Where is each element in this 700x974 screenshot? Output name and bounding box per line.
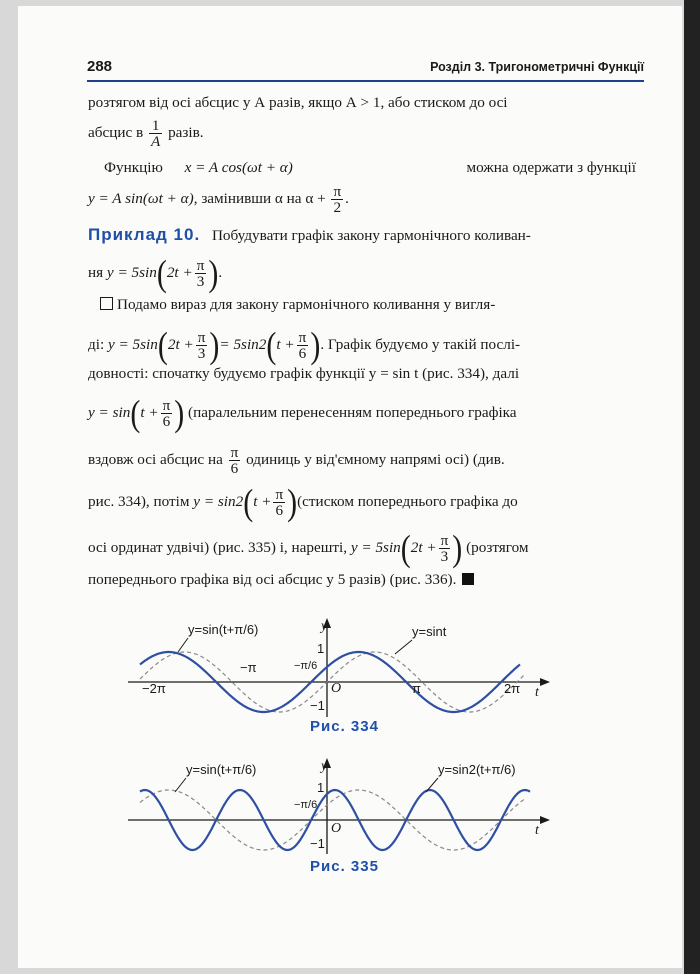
paren-open: (	[156, 252, 167, 294]
formula-part: y = sin2	[193, 492, 244, 510]
frac-den: A	[150, 133, 161, 150]
y-tick-neg1: −1	[310, 836, 325, 851]
frac-den: 3	[197, 345, 206, 362]
paren-open: (	[243, 481, 254, 523]
formula-part: y = 5sin	[350, 538, 401, 556]
leader-line	[175, 778, 186, 792]
formula-part: 2t +	[410, 538, 437, 556]
fraction-pi-over-6	[273, 487, 285, 518]
formula-part: y = 5sin	[107, 335, 158, 353]
paren-close: )	[310, 324, 321, 366]
formula-part: 2t +	[166, 263, 193, 281]
text-fragment: (паралельним перенесенням попереднього графіка	[188, 403, 517, 421]
text-fragment: ня	[88, 263, 104, 281]
label-sin-t-plus-pi-6: y=sin(t+π/6)	[188, 622, 259, 637]
example-label: Приклад 10.	[88, 225, 201, 244]
frac-num: π	[197, 329, 206, 346]
y-tick-neg1: −1	[310, 698, 325, 713]
fraction-pi-over-3	[196, 330, 208, 361]
example-heading-line	[88, 225, 531, 246]
text-fragment: (стиском попереднього графіка до	[297, 492, 518, 510]
t-axis-arrow-icon	[540, 678, 550, 686]
frac-den: 3	[440, 548, 449, 565]
chapter-title: Розділ 3. Тригонометричні Функції	[430, 60, 644, 74]
frac-den: 2	[333, 199, 342, 216]
formula-part: y = 5sin	[106, 263, 157, 281]
page-header	[87, 58, 644, 82]
paren-close: )	[209, 324, 220, 366]
fraction-pi-over-6	[229, 445, 241, 476]
tick-neg-pi-6: −π/6	[294, 660, 318, 672]
frac-den: 6	[298, 345, 307, 362]
example-formula-line	[88, 252, 223, 294]
fraction-pi-over-3	[195, 258, 207, 289]
y-tick-1: 1	[317, 780, 325, 795]
text-fragment: абсцис в	[88, 123, 144, 141]
t-axis-arrow-icon	[540, 816, 550, 824]
frac-num: π	[162, 397, 171, 414]
formula-part: = 5sin2	[219, 335, 267, 353]
text-line-3	[104, 158, 636, 178]
fraction-pi-over-6	[161, 398, 173, 429]
text-fragment: Подамо вираз для закону гармонічного коливання у вигля-	[117, 296, 496, 313]
t-axis-label: t	[535, 685, 539, 700]
fraction-1-over-a	[149, 118, 162, 149]
formula-cos: x = A cos(ωt + α)	[184, 159, 293, 176]
label-sin-t-plus-pi-6: y=sin(t+π/6)	[186, 762, 257, 777]
text-fragment: разів.	[168, 123, 204, 141]
text-line-1: розтягом від осі абсцис у А разів, якщо А > 1, або стиском до осі	[88, 94, 508, 111]
fraction-pi-over-6	[297, 330, 309, 361]
paren-open: (	[266, 324, 277, 366]
y-tick-1: 1	[317, 641, 325, 656]
text-fragment: Функцію	[104, 159, 163, 176]
tick-neg-pi-6: −π/6	[294, 799, 318, 811]
text-fragment: .	[218, 263, 223, 281]
solution-start-box-icon	[100, 297, 113, 310]
paren-close: )	[452, 527, 463, 569]
solution-line-2	[88, 324, 521, 366]
tick-neg-2pi: −2π	[142, 681, 166, 696]
frac-num: π	[333, 183, 342, 200]
origin-label: O	[331, 821, 342, 836]
solution-line-5	[88, 445, 505, 476]
paren-open: (	[400, 527, 411, 569]
label-sin-t: y=sint	[412, 624, 447, 639]
text-fragment: . Графік будуємо у такій послі-	[320, 335, 521, 353]
tick-pi: π	[412, 681, 421, 696]
formula-part: t +	[253, 492, 272, 510]
text-fragment: .	[345, 189, 349, 207]
y-axis-label: y	[321, 619, 328, 634]
origin-label: O	[331, 681, 342, 696]
leader-line	[178, 638, 188, 652]
figure-335	[120, 752, 560, 864]
text-fragment: Побудувати графік закону гармонічного коливан-	[211, 227, 531, 244]
text-fragment: рис. 334), потім	[88, 492, 190, 510]
fraction-pi-over-2	[331, 184, 343, 215]
formula-part: t +	[276, 335, 295, 353]
qed-square-icon	[462, 573, 474, 585]
text-fragment: попереднього графіка від осі абсцис у 5 разів) (рис. 336).	[88, 571, 457, 588]
frac-den: 6	[230, 460, 239, 477]
text-fragment: ді:	[88, 335, 105, 353]
y-axis-label: y	[321, 759, 328, 774]
paren-close: )	[174, 392, 185, 434]
caption-fig-334: Рис. 334	[310, 718, 379, 735]
page-edge-shadow	[684, 0, 700, 974]
solution-line-7	[88, 527, 529, 569]
text-fragment: одиниць у від'ємному напрямі осі) (див.	[246, 450, 505, 468]
frac-den: 6	[275, 502, 284, 519]
text-fragment: можна одержати з функції	[466, 159, 636, 176]
text-fragment: (розтягом	[466, 538, 529, 556]
frac-num: π	[230, 444, 239, 461]
frac-den: 6	[162, 413, 171, 430]
page-number: 288	[87, 58, 113, 75]
formula-part: y = sin	[88, 403, 131, 421]
solution-line-8	[88, 570, 474, 590]
tick-2pi: 2π	[504, 681, 521, 696]
paren-open: (	[157, 324, 168, 366]
leader-line	[395, 640, 412, 654]
figure-334	[120, 612, 560, 724]
formula-part: 2t +	[167, 335, 194, 353]
formula-sin: y = A sin(ωt + α)	[88, 189, 194, 207]
solution-line-6	[88, 481, 518, 523]
frac-num: π	[440, 532, 449, 549]
frac-den: 3	[196, 273, 205, 290]
frac-num: 1	[149, 118, 162, 134]
frac-num: π	[275, 486, 284, 503]
paren-close: )	[287, 481, 298, 523]
paren-open: (	[130, 392, 141, 434]
paren-close: )	[208, 252, 219, 294]
solution-line-1	[100, 295, 495, 315]
label-sin2-t-plus-pi-6: y=sin2(t+π/6)	[438, 762, 516, 777]
frac-num: π	[298, 329, 307, 346]
solution-line-3: довності: спочатку будуємо графік функції y = sin t (рис. 334), далі	[88, 365, 520, 382]
solution-line-4	[88, 392, 517, 434]
t-axis-label: t	[535, 823, 539, 838]
text-line-2	[88, 118, 204, 149]
text-line-4	[88, 184, 349, 215]
frac-num: π	[196, 257, 205, 274]
caption-fig-335: Рис. 335	[310, 858, 379, 875]
fraction-pi-over-3	[439, 533, 451, 564]
formula-part: t +	[140, 403, 159, 421]
text-fragment: , замінивши α на α +	[193, 189, 326, 207]
text-fragment: осі ординат удвічі) (рис. 335) і, нарешті,	[88, 538, 348, 556]
text-fragment: вздовж осі абсцис на	[88, 450, 223, 468]
tick-neg-pi: −π	[240, 660, 257, 675]
